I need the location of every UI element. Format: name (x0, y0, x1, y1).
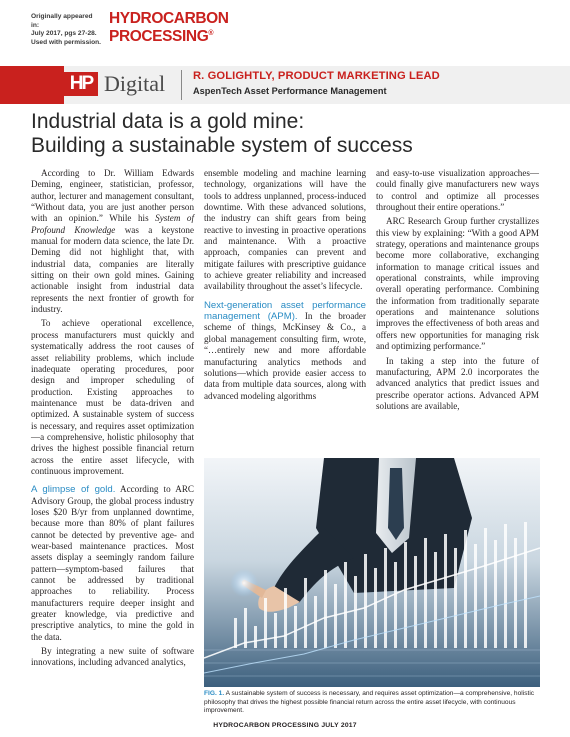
touch-glow (230, 569, 258, 597)
footer-issue: JULY 2017 (321, 722, 357, 729)
figure-1-photo (204, 458, 540, 687)
headline-line1: Industrial data is a gold mine: (31, 110, 305, 133)
subhead-next-gen-apm: Next-generation asset performance management (APM). (204, 299, 366, 323)
figure-label: FIG. 1. (204, 690, 225, 697)
reprint-note (31, 13, 101, 47)
body-column-2 (204, 168, 366, 405)
text-run: According to Dr. William Edwards Deming, engineer, statistician, professor, author, lecturer and management consultant, “Without data, you are just another person with an opinion.” While his (31, 168, 194, 224)
paragraph: and easy-to-use visualization approaches—could finally give manufacturers new ways to control and optimize all processes throughout their entire operations.” (376, 168, 539, 213)
logo-line2 (109, 26, 239, 44)
band-divider (181, 70, 182, 100)
paragraph: By integrating a new suite of software innovations, including advanced analytics, (31, 646, 194, 668)
reprint-note-line: Originally appeared in: (31, 13, 93, 29)
book-title: System of Profound Knowledge (31, 213, 194, 235)
reprint-note-line: Used with permission. (31, 38, 101, 46)
author-name: R. GOLIGHTLY, PRODUCT MARKETING LEAD (193, 70, 440, 82)
paragraph (204, 300, 366, 402)
reprint-note-line: July 2017, pgs 27-28. (31, 30, 97, 38)
tie (388, 468, 404, 540)
text-run: In the broader scheme of things, McKinsey & Co., a global management consulting firm, wrote, “…entirely new and more affordable manufacturing analytics methods and solutions—which provide easier access to data from multiple data sources, along with advanced modeling algorithms (204, 311, 366, 401)
hydrocarbon-processing-logo (109, 11, 239, 44)
article-headline (31, 110, 551, 158)
paragraph: To achieve operational excellence, process manufacturers must quickly and systematically address the root causes of asset reliability problems, which include inadequate operating procedures, poor design and improper scheduling of production. Existing approaches to maintenance must be data-driven and optimized. A sustainable system of success is necessary, and requires asset optimization—a comprehensive, holistic philosophy that drives the highest possible financial return across the entire asset lifecycle, with continuous improvement. (31, 318, 194, 476)
hp-mark-logo: HP (64, 72, 98, 96)
paragraph (31, 484, 194, 643)
body-column-1 (31, 168, 194, 672)
section-band-red-block (0, 66, 64, 104)
paragraph: In taking a step into the future of manufacturing, APM 2.0 incorporates the advanced analytics that predict issues and prescribe operator actions. Advanced APM solutions are available, (376, 355, 539, 411)
figure-caption (204, 690, 540, 716)
section-name: Digital (104, 71, 166, 96)
logo-line2-text: PROCESSING (109, 28, 209, 46)
headline-line2: Building a sustainable system of success (31, 134, 413, 157)
masthead (31, 9, 291, 53)
caption-text: A sustainable system of success is necessary, and requires asset optimization—a comprehensive, holistic philosophy that drives the highest possible financial return across the entire asset lifecycle, with continuous improvement. (204, 690, 535, 714)
logo-line1: HYDROCARBON (109, 10, 229, 27)
text-run: According to ARC Advisory Group, the global process industry loses $20 B/yr from unplanned downtime, because more than 80% of plant failures cannot be detected by preventive age- and wear-based maintenance practices. Most assets display a seemingly random failure pattern—symptom-based failures that cannot be addressed by traditional approaches to reliability. Process manufacturers require deeper insight and greater knowledge, via predictive and prescriptive analytics, to mine the gold in the data. (31, 484, 194, 642)
body-column-3 (376, 168, 539, 415)
paragraph (31, 168, 194, 315)
footer-magazine: HYDROCARBON PROCESSING (213, 722, 320, 729)
page-footer (0, 722, 570, 729)
author-organization: AspenTech Asset Performance Management (193, 86, 387, 96)
paragraph: ensemble modeling and machine learning technology, organizations will have the tools to address unplanned, process-induced downtime. With these advanced solutions, the industry can shift gears from being reactive to investing in proactive operations and maintenance. With a proactive approach, companies can prevent and mitigate failures with prescriptive guidance to achieve greater reliability and increased availability throughout the asset’s lifecycle. (204, 168, 366, 292)
subhead-glimpse-of-gold: A glimpse of gold. (31, 484, 116, 496)
text-run: was a keystone manual for modern data science, the late Dr. Deming did not highlight that, with industrial data, companies are literally sitting on their own gold mines. Gaining actionable insight from industrial data represents the next frontier of growth for industry. (31, 224, 194, 315)
analytics-photo-illustration (204, 458, 540, 687)
paragraph: ARC Research Group further crystallizes this view by explaining: “With a good APM strategy, operations and maintenance groups become more collaborative, exchanging information to manage critical issues and operational constraints, while improving overall operating performance. Combining the information from traditionally separate operations and maintenance solutions improves the effectiveness of both areas and offers new opportunities for managing risk and optimizing performance.” (376, 216, 539, 352)
registered-mark: ® (208, 30, 214, 37)
